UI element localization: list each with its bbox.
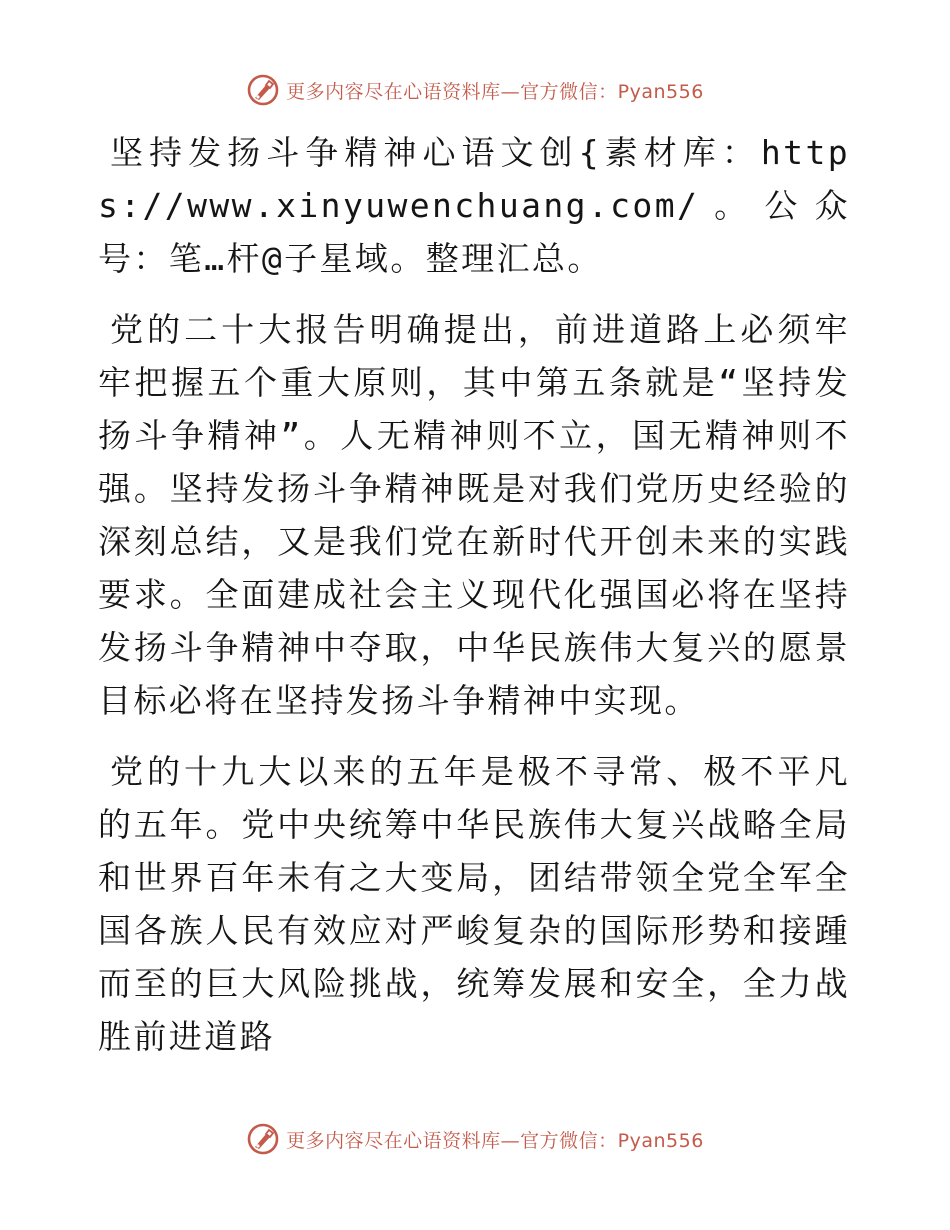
paragraph-five-years: 党的十九大以来的五年是极不寻常、极不平凡的五年。党中央统筹中华民族伟大复兴战略全局和世界百年未有之大变局，团结带领全党全军全国各族人民有效应对严峻复杂的国际形势和接踵而至的巨大风险挑战，统筹发展和安全，全力战胜前进道路 — [98, 752, 850, 1056]
banner-promo-text: 更多内容尽在心语资料库—官方微信： — [286, 80, 618, 103]
wechat-id: Pyan556 — [617, 80, 704, 103]
banner-text — [286, 1126, 704, 1153]
paragraph-source: 坚持发扬斗争精神心语文创{素材库：https://www.xinyuwenchuang.com/。公众号：笔…杆@子星域。整理汇总。 — [98, 133, 850, 278]
header-watermark-banner — [0, 68, 950, 112]
banner-text — [286, 77, 704, 104]
document-body — [98, 126, 850, 1081]
paragraph-principle: 党的二十大报告明确提出，前进道路上必须牢牢把握五个重大原则，其中第五条就是“坚持发扬斗争精神”。人无精神则不立，国无精神则不强。坚持发扬斗争精神既是对我们党历史经验的深刻总结，又是我们党在新时代开创未来的实践要求。全面建成社会主义现代化强国必将在坚持发扬斗争精神中夺取，中华民族伟大复兴的愿景目标必将在坚持发扬斗争精神中实现。 — [98, 310, 850, 720]
footer-watermark-banner — [0, 1117, 950, 1161]
pen-nib-circle-icon — [246, 73, 280, 107]
wechat-id: Pyan556 — [617, 1129, 704, 1152]
pen-nib-circle-icon — [246, 1122, 280, 1156]
banner-promo-text: 更多内容尽在心语资料库—官方微信： — [286, 1129, 618, 1152]
